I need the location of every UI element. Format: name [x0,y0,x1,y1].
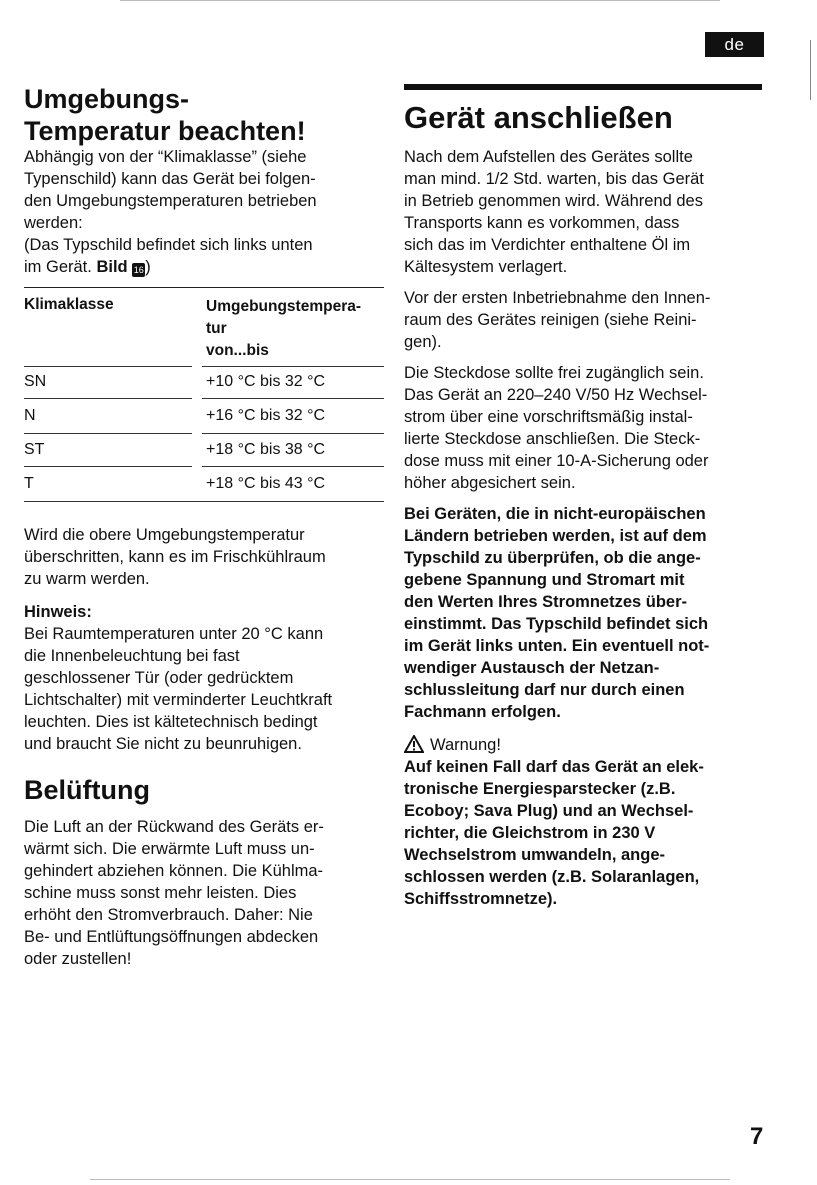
text-line: erhöht den Stromverbrauch. Daher: Nie [24,906,313,924]
table-row-class: N [24,407,36,424]
table-rule [202,398,384,399]
table-row-class: T [24,475,34,492]
text-line: schlossen werden (z.B. Solaranlagen, [404,868,700,886]
table-row-class: ST [24,441,45,458]
text-line: raum des Gerätes reinigen (siehe Reini- [404,311,697,329]
connect-paragraph-2 [404,287,774,353]
warning-triangle-icon [404,735,424,753]
connect-paragraph-3 [404,362,774,494]
left-column [24,83,384,147]
text-line: Die Luft an der Rückwand des Geräts er- [24,818,324,836]
text-line: geschlossener Tür (oder gedrücktem [24,669,294,687]
warning-label: Warnung! [430,736,501,754]
text-line: dose muss mit einer 10-A-Sicherung oder [404,452,709,470]
scan-edge-mark [810,40,811,100]
connect-paragraph-1 [404,146,774,278]
section-top-rule [404,84,762,90]
text-line: wärmt sich. Die erwärmte Luft muss un- [24,840,315,858]
hinweis-label: Hinweis: [24,603,92,621]
warning-block [404,734,774,910]
table-row-class: SN [24,373,47,390]
text-line: Typenschild) kann das Gerät bei folgen- [24,170,316,188]
table-rule [24,398,192,399]
geraet-anschliessen-heading: Gerät anschließen [404,100,673,135]
text-fragment: ) [145,258,151,276]
intro-paragraph [24,146,384,278]
table-rule [24,466,192,467]
heading-line: Umgebungs- [24,84,189,114]
table-rule [202,366,384,367]
figure-reference: Bild [96,258,128,276]
text-line: Schiffsstromnetze). [404,890,558,908]
text-line: Typschild zu überprüfen, ob die ange- [404,549,701,567]
text-line: Wird die obere Umgebungstemperatur [24,526,305,544]
table-rule [202,433,384,434]
header-line: tur [206,320,227,337]
table-rule [24,433,192,434]
text-line: gen). [404,333,442,351]
text-line: richter, die Gleichstrom in 230 V [404,824,656,842]
warning-heading [404,734,774,756]
hinweis-paragraph [24,601,384,755]
text-line: wendiger Austausch der Netzan- [404,659,660,677]
text-line: Bei Raumtemperaturen unter 20 °C kann [24,625,324,643]
text-line [24,256,384,278]
text-line: man mind. 1/2 Std. warten, bis das Gerät [404,170,704,188]
table-rule [24,366,192,367]
text-line: Kältesystem verlagert. [404,258,568,276]
scan-edge-mark [120,0,720,1]
text-line: lierte Steckdose anschließen. Die Steck- [404,430,701,448]
text-line: den Werten Ihres Stromnetzes über- [404,593,688,611]
table-header-temperature [206,296,361,362]
text-fragment: im Gerät. [24,258,97,276]
connect-paragraph-4 [404,503,774,723]
ambient-temperature-heading [24,83,384,147]
text-line: einstimmt. Das Typschild befindet sich [404,615,709,633]
belueftung-section [24,774,384,806]
text-line: tronische Energiesparstecker (z.B. [404,780,676,798]
text-line: Wechselstrom umwandeln, ange- [404,846,666,864]
figure-number-icon: 16 [133,265,144,275]
text-line: schlussleitung darf nur durch einen [404,681,685,699]
header-line: Umgebungstempera- [206,298,362,315]
text-line: Transports kann es vorkommen, dass [404,214,680,232]
right-column [404,100,784,136]
text-line: im Gerät links unten. Ein eventuell not- [404,637,710,655]
after-table-paragraph [24,524,384,590]
text-line: Abhängig von der “Klimaklasse” (siehe [24,148,307,166]
text-line: Auf keinen Fall darf das Gerät an elek- [404,758,704,776]
table-header-klimaklasse: Klimaklasse [24,296,114,313]
text-line: Be- und Entlüftungsöffnungen abdecken [24,928,319,946]
language-badge: de [705,32,764,57]
text-line: Ländern betrieben werden, ist auf dem [404,527,707,545]
text-line: Das Gerät an 220–240 V/50 Hz Wechsel- [404,386,708,404]
text-line: die Innenbeleuchtung bei fast [24,647,240,665]
text-line: oder zustellen! [24,950,132,968]
table-row-range: +18 °C bis 43 °C [206,475,326,492]
text-line: gehindert abziehen können. Die Kühlma- [24,862,324,880]
text-line: leuchten. Dies ist kältetechnisch bedingt [24,713,318,731]
text-line: gebene Spannung und Stromart mit [404,571,685,589]
text-line: Vor der ersten Inbetriebnahme den Innen- [404,289,711,307]
text-line: überschritten, kann es im Frischkühlraum [24,548,326,566]
header-line: von...bis [206,342,269,359]
text-line: sich das im Verdichter enthaltene Öl im [404,236,691,254]
text-line: in Betrieb genommen wird. Während des [404,192,703,210]
table-row-range: +18 °C bis 38 °C [206,441,326,458]
belueftung-heading: Belüftung [24,775,150,805]
text-line: Ecoboy; Sava Plug) und an Wechsel- [404,802,694,820]
text-line: werden: [24,214,83,232]
heading-line: Temperatur beachten! [24,116,306,146]
text-line: Fachmann erfolgen. [404,703,561,721]
scan-edge-mark [90,1179,730,1180]
text-line: höher abgesichert sein. [404,474,576,492]
text-line: und braucht Sie nicht zu beunruhigen. [24,735,302,753]
table-top-rule [24,287,384,288]
table-rule [202,466,384,467]
table-row-range: +16 °C bis 32 °C [206,407,326,424]
text-line: strom über eine vorschriftsmäßig instal- [404,408,693,426]
text-line: Die Steckdose sollte frei zugänglich sein. [404,364,704,382]
page-number: 7 [750,1123,764,1150]
text-line: Lichtschalter) mit verminderter Leuchtkraft [24,691,333,709]
table-row-range: +10 °C bis 32 °C [206,373,326,390]
text-line: zu warm werden. [24,570,150,588]
text-line: Nach dem Aufstellen des Gerätes sollte [404,148,693,166]
text-line: schine muss sonst mehr leisten. Dies [24,884,297,902]
text-line: Bei Geräten, die in nicht-europäischen [404,505,706,523]
text-line: (Das Typschild befindet sich links unten [24,236,313,254]
table-bottom-rule [24,501,384,502]
text-line: den Umgebungstemperaturen betrieben [24,192,317,210]
belueftung-paragraph [24,816,384,970]
